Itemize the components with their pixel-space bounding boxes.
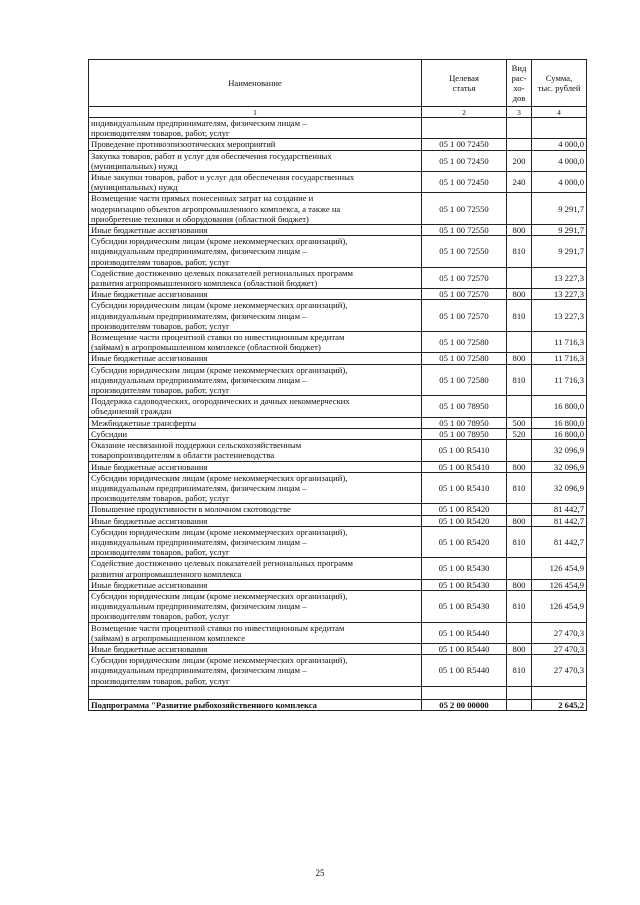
row-code: 05 1 00 72570 bbox=[422, 267, 507, 288]
row-sum: 27 470,3 bbox=[532, 622, 587, 643]
header-kind-line: Вид bbox=[511, 62, 527, 73]
row-sum: 81 442,7 bbox=[532, 504, 587, 515]
row-name-line: Субсидии юридическим лицам (кроме некоммерческих организаций), bbox=[91, 590, 348, 601]
table-row bbox=[89, 364, 587, 396]
row-sum: 4 000,0 bbox=[532, 172, 587, 193]
row-name bbox=[89, 622, 422, 643]
row-name-line: Возмещение части процентной ставки по инвестиционным кредитам bbox=[91, 622, 345, 633]
row-code: 05 1 00 R5430 bbox=[422, 558, 507, 579]
table-row bbox=[89, 300, 587, 332]
column-number: 1 bbox=[89, 107, 422, 118]
row-code: 05 1 00 78950 bbox=[422, 396, 507, 417]
row-name-line: производителям товаров, работ, услуг bbox=[91, 128, 230, 139]
row-name-line: индивидуальным предпринимателям, физическим лицам – bbox=[91, 118, 307, 128]
header-kind bbox=[507, 60, 532, 107]
row-code: 05 1 00 72550 bbox=[422, 225, 507, 236]
row-name-line: производителям товаров, работ, услуг bbox=[91, 256, 230, 267]
row-name-line: Оказание несвязанной поддержки сельскохозяйственным bbox=[91, 440, 302, 451]
column-number: 4 bbox=[532, 107, 587, 118]
row-name-line: Повышение продуктивности в молочном скотоводстве bbox=[91, 504, 291, 515]
row-code: 05 1 00 72580 bbox=[422, 364, 507, 396]
row-sum: 11 716,3 bbox=[532, 353, 587, 364]
row-code: 05 1 00 72570 bbox=[422, 289, 507, 300]
row-name-line: индивидуальным предпринимателям, физическим лицам – bbox=[91, 536, 307, 547]
row-kind: 800 bbox=[507, 515, 532, 526]
row-name bbox=[89, 590, 422, 622]
header-name: Наименование bbox=[89, 60, 422, 107]
row-name bbox=[89, 472, 422, 504]
row-name-line: производителям товаров, работ, услуг bbox=[91, 547, 230, 558]
row-name-line: производителям товаров, работ, услуг bbox=[91, 493, 230, 504]
row-name-line: Субсидии юридическим лицам (кроме некоммерческих организаций), bbox=[91, 526, 348, 537]
row-code: 05 1 00 R5410 bbox=[422, 461, 507, 472]
row-name bbox=[89, 515, 422, 526]
row-code: 05 1 00 72450 bbox=[422, 172, 507, 193]
row-name-line: (займам) в агропромышленном комплексе bbox=[91, 632, 246, 643]
table-row bbox=[89, 579, 587, 590]
header-sum-line: Сумма, bbox=[545, 72, 573, 83]
row-kind: 800 bbox=[507, 353, 532, 364]
row-name-line: индивидуальным предпринимателям, физическим лицам – bbox=[91, 601, 307, 612]
row-code: 05 1 00 R5440 bbox=[422, 643, 507, 654]
row-kind bbox=[507, 193, 532, 225]
row-code: 05 1 00 R5420 bbox=[422, 515, 507, 526]
row-kind bbox=[507, 440, 532, 461]
table-row bbox=[89, 353, 587, 364]
row-kind: 810 bbox=[507, 472, 532, 504]
row-sum: 11 716,3 bbox=[532, 364, 587, 396]
table-row bbox=[89, 440, 587, 461]
row-kind: 810 bbox=[507, 300, 532, 332]
row-kind bbox=[507, 139, 532, 150]
row-name-line: Содействие достижению целевых показателей региональных программ bbox=[91, 267, 353, 278]
row-name bbox=[89, 579, 422, 590]
row-name bbox=[89, 643, 422, 654]
row-name-line: Поддержка садоводческих, огороднических и дачных некоммерческих bbox=[91, 396, 350, 407]
row-name bbox=[89, 364, 422, 396]
row-name-line: (муниципальных) нужд bbox=[91, 182, 178, 193]
row-code: 05 1 00 R5440 bbox=[422, 622, 507, 643]
row-name bbox=[89, 504, 422, 515]
row-name bbox=[89, 300, 422, 332]
table-row bbox=[89, 428, 587, 439]
row-name-line: развития агропромышленного комплекса (областной бюджет) bbox=[91, 278, 318, 289]
row-sum: 27 470,3 bbox=[532, 655, 587, 687]
row-code: 05 1 00 72570 bbox=[422, 300, 507, 332]
row-sum: 16 800,0 bbox=[532, 417, 587, 428]
row-name bbox=[89, 172, 422, 193]
header-kind-line: хо- bbox=[513, 83, 525, 93]
table-row bbox=[89, 118, 587, 139]
row-kind bbox=[507, 622, 532, 643]
table-row bbox=[89, 193, 587, 225]
row-kind bbox=[507, 118, 532, 139]
row-name-line: объединений граждан bbox=[91, 406, 172, 417]
row-name bbox=[89, 139, 422, 150]
row-name-line: Межбюджетные трансферты bbox=[91, 417, 197, 428]
row-code: 05 1 00 R5420 bbox=[422, 526, 507, 558]
row-name-line: Закупка товаров, работ и услуг для обеспечения государственных bbox=[91, 150, 332, 161]
row-name-line: индивидуальным предпринимателям, физическим лицам – bbox=[91, 482, 307, 493]
row-name-line: индивидуальным предпринимателям, физическим лицам – bbox=[91, 374, 307, 385]
table-row bbox=[89, 472, 587, 504]
row-sum: 32 096,9 bbox=[532, 472, 587, 504]
row-name bbox=[89, 461, 422, 472]
row-name-line: Субсидии юридическим лицам (кроме некоммерческих организаций), bbox=[91, 300, 348, 311]
table-row bbox=[89, 699, 587, 710]
row-name bbox=[89, 193, 422, 225]
row-name-line: модернизацию объектов агропромышленного комплекса, а также на bbox=[91, 203, 341, 214]
row-name-line: Возмещение части прямых понесенных затрат на создание и bbox=[91, 193, 314, 204]
row-sum: 4 000,0 bbox=[532, 139, 587, 150]
row-code: 05 1 00 R5430 bbox=[422, 590, 507, 622]
row-sum: 9 291,7 bbox=[532, 225, 587, 236]
row-kind: 800 bbox=[507, 643, 532, 654]
row-sum: 9 291,7 bbox=[532, 193, 587, 225]
table-body bbox=[89, 118, 587, 711]
row-kind bbox=[507, 558, 532, 579]
row-kind bbox=[507, 396, 532, 417]
budget-table bbox=[88, 59, 587, 711]
row-name-line: Иные бюджетные ассигнования bbox=[91, 289, 208, 300]
row-sum: 4 000,0 bbox=[532, 150, 587, 171]
row-name-line: Возмещение части процентной ставки по инвестиционным кредитам bbox=[91, 332, 345, 343]
row-code: 05 1 00 72550 bbox=[422, 236, 507, 268]
row-name-line: Иные бюджетные ассигнования bbox=[91, 643, 208, 654]
row-name bbox=[89, 699, 422, 710]
table-row bbox=[89, 515, 587, 526]
row-kind: 240 bbox=[507, 172, 532, 193]
row-name-line: Иные закупки товаров, работ и услуг для обеспечения государственных bbox=[91, 172, 355, 183]
table-row bbox=[89, 225, 587, 236]
table-row bbox=[89, 289, 587, 300]
row-name-line: индивидуальным предпринимателям, физическим лицам – bbox=[91, 310, 307, 321]
table-row bbox=[89, 267, 587, 288]
row-sum: 16 800,0 bbox=[532, 396, 587, 417]
row-sum: 9 291,7 bbox=[532, 236, 587, 268]
row-name-line: (муниципальных) нужд bbox=[91, 160, 178, 171]
row-name-line: (займам) в агропромышленном комплексе (областной бюджет) bbox=[91, 342, 321, 353]
table-row bbox=[89, 643, 587, 654]
row-code: 05 1 00 R5420 bbox=[422, 504, 507, 515]
page-number: 25 bbox=[315, 868, 325, 878]
row-name-line: производителям товаров, работ, услуг bbox=[91, 320, 230, 331]
row-code: 05 2 00 00000 bbox=[422, 699, 507, 710]
row-name-line: Субсидии bbox=[91, 428, 128, 439]
column-number-row bbox=[89, 107, 587, 118]
table-row bbox=[89, 558, 587, 579]
row-name-line: Содействие достижению целевых показателей региональных программ bbox=[91, 558, 353, 569]
row-kind: 810 bbox=[507, 236, 532, 268]
row-name bbox=[89, 526, 422, 558]
row-name bbox=[89, 353, 422, 364]
row-sum: 27 470,3 bbox=[532, 643, 587, 654]
row-code: 05 1 00 72450 bbox=[422, 150, 507, 171]
row-code bbox=[422, 118, 507, 139]
row-name-line: приобретение техники и оборудования (областной бюджет) bbox=[91, 213, 309, 224]
table-row bbox=[89, 590, 587, 622]
header-kind-line: рас- bbox=[511, 72, 527, 83]
table-row bbox=[89, 461, 587, 472]
row-name bbox=[89, 686, 422, 699]
row-code: 05 1 00 R5410 bbox=[422, 472, 507, 504]
row-sum: 13 227,3 bbox=[532, 289, 587, 300]
row-kind: 800 bbox=[507, 579, 532, 590]
row-name bbox=[89, 417, 422, 428]
row-kind: 200 bbox=[507, 150, 532, 171]
column-number: 2 bbox=[422, 107, 507, 118]
row-name-line: Субсидии юридическим лицам (кроме некоммерческих организаций), bbox=[91, 364, 348, 375]
row-kind: 810 bbox=[507, 590, 532, 622]
row-sum: 2 645,2 bbox=[532, 699, 587, 710]
row-sum bbox=[532, 118, 587, 139]
row-code: 05 1 00 R5410 bbox=[422, 440, 507, 461]
row-name bbox=[89, 236, 422, 268]
row-sum: 81 442,7 bbox=[532, 515, 587, 526]
header-sum bbox=[532, 60, 587, 107]
row-kind: 810 bbox=[507, 364, 532, 396]
header-kind-line: дов bbox=[512, 93, 526, 104]
row-kind: 800 bbox=[507, 289, 532, 300]
row-kind: 800 bbox=[507, 225, 532, 236]
row-name-line: Иные бюджетные ассигнования bbox=[91, 461, 208, 472]
row-code: 05 1 00 78950 bbox=[422, 428, 507, 439]
row-name-line: индивидуальным предпринимателям, физическим лицам – bbox=[91, 246, 307, 257]
row-name-line: Подпрограмма "Развитие рыбохозяйственного комплекса bbox=[91, 699, 317, 710]
row-code: 05 1 00 72580 bbox=[422, 332, 507, 353]
row-code bbox=[422, 686, 507, 699]
row-name-line: товаропроизводителям в области растениеводства bbox=[91, 450, 275, 461]
row-name-line: Иные бюджетные ассигнования bbox=[91, 515, 208, 526]
row-code: 05 1 00 R5440 bbox=[422, 655, 507, 687]
row-sum: 126 454,9 bbox=[532, 558, 587, 579]
row-code: 05 1 00 72580 bbox=[422, 353, 507, 364]
row-name bbox=[89, 150, 422, 171]
row-name bbox=[89, 332, 422, 353]
row-name-line: Иные бюджетные ассигнования bbox=[91, 225, 208, 236]
row-code: 05 1 00 78950 bbox=[422, 417, 507, 428]
row-sum: 32 096,9 bbox=[532, 461, 587, 472]
row-name-line: Проведение противоэпизоотических мероприятий bbox=[91, 139, 276, 150]
row-name-line: развития агропромышленного комплекса bbox=[91, 568, 242, 579]
table-row bbox=[89, 686, 587, 699]
row-code: 05 1 00 72450 bbox=[422, 139, 507, 150]
table-header-row bbox=[89, 60, 587, 107]
row-kind bbox=[507, 504, 532, 515]
row-name-line: Субсидии юридическим лицам (кроме некоммерческих организаций), bbox=[91, 655, 348, 666]
row-name bbox=[89, 396, 422, 417]
budget-table-sheet bbox=[88, 59, 586, 711]
table-row bbox=[89, 526, 587, 558]
table-row bbox=[89, 236, 587, 268]
row-name bbox=[89, 267, 422, 288]
header-target-label: Целевая статья bbox=[449, 72, 479, 93]
row-sum: 11 716,3 bbox=[532, 332, 587, 353]
row-sum: 13 227,3 bbox=[532, 300, 587, 332]
row-sum bbox=[532, 686, 587, 699]
row-sum: 32 096,9 bbox=[532, 440, 587, 461]
table-row bbox=[89, 504, 587, 515]
table-row bbox=[89, 396, 587, 417]
row-code: 05 1 00 72550 bbox=[422, 193, 507, 225]
table-row bbox=[89, 655, 587, 687]
row-name-line: Субсидии юридическим лицам (кроме некоммерческих организаций), bbox=[91, 236, 348, 247]
row-kind: 800 bbox=[507, 461, 532, 472]
header-sum-line: тыс. рублей bbox=[537, 83, 581, 93]
row-name-line: Иные бюджетные ассигнования bbox=[91, 579, 208, 590]
row-name bbox=[89, 440, 422, 461]
table-row bbox=[89, 622, 587, 643]
column-number: 3 bbox=[507, 107, 532, 118]
table-row bbox=[89, 332, 587, 353]
row-name bbox=[89, 225, 422, 236]
row-name bbox=[89, 289, 422, 300]
row-name-line: индивидуальным предпринимателям, физическим лицам – bbox=[91, 665, 307, 676]
row-kind bbox=[507, 686, 532, 699]
row-kind bbox=[507, 332, 532, 353]
row-name-line: производителям товаров, работ, услуг bbox=[91, 611, 230, 622]
row-name-line: производителям товаров, работ, услуг bbox=[91, 675, 230, 686]
header-target bbox=[422, 60, 507, 107]
row-kind: 810 bbox=[507, 655, 532, 687]
row-kind bbox=[507, 267, 532, 288]
table-row bbox=[89, 417, 587, 428]
row-name-line: Субсидии юридическим лицам (кроме некоммерческих организаций), bbox=[91, 472, 348, 483]
table-row bbox=[89, 172, 587, 193]
row-name bbox=[89, 118, 422, 139]
row-name-line: производителям товаров, работ, услуг bbox=[91, 385, 230, 396]
row-kind bbox=[507, 699, 532, 710]
row-code: 05 1 00 R5430 bbox=[422, 579, 507, 590]
row-name-line: Иные бюджетные ассигнования bbox=[91, 353, 208, 364]
table-row bbox=[89, 150, 587, 171]
row-name bbox=[89, 558, 422, 579]
row-kind: 500 bbox=[507, 417, 532, 428]
row-kind: 520 bbox=[507, 428, 532, 439]
row-sum: 81 442,7 bbox=[532, 526, 587, 558]
row-name bbox=[89, 655, 422, 687]
table-row bbox=[89, 139, 587, 150]
row-sum: 16 800,0 bbox=[532, 428, 587, 439]
row-kind: 810 bbox=[507, 526, 532, 558]
row-sum: 13 227,3 bbox=[532, 267, 587, 288]
row-name bbox=[89, 428, 422, 439]
row-sum: 126 454,9 bbox=[532, 590, 587, 622]
row-sum: 126 454,9 bbox=[532, 579, 587, 590]
